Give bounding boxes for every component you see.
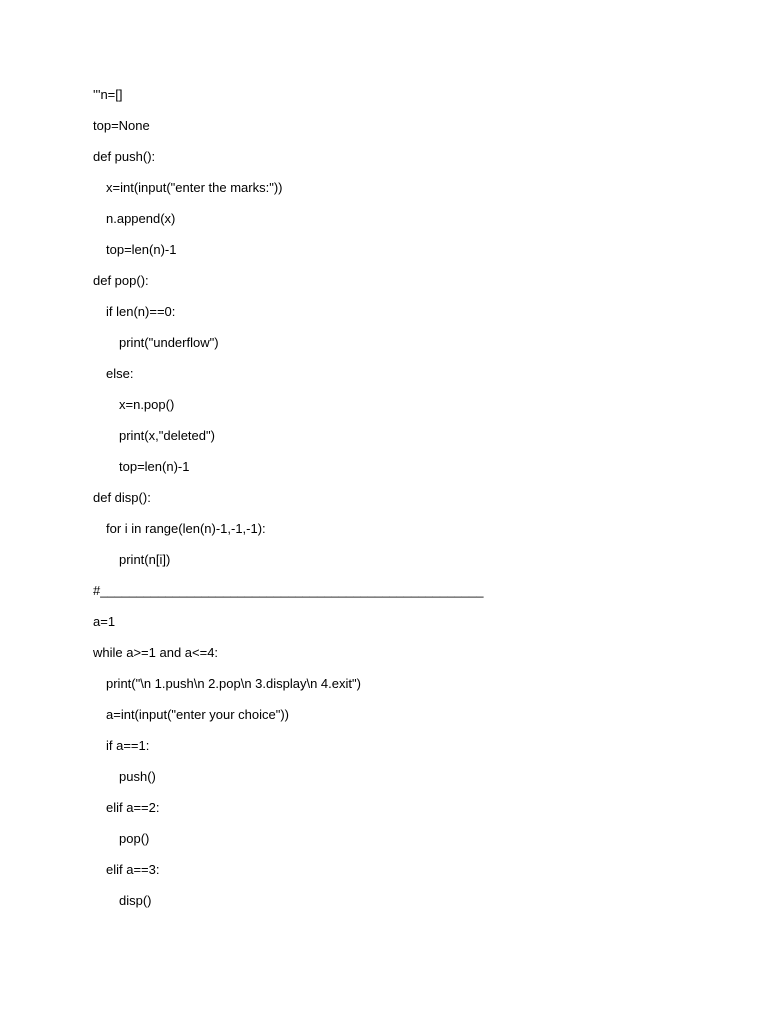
code-line: while a>=1 and a<=4:: [93, 645, 219, 660]
code-line: x=n.pop(): [119, 397, 175, 412]
code-line: print("underflow"): [119, 335, 219, 350]
code-line: if len(n)==0:: [106, 304, 176, 319]
code-line: #_____________________________________________________: [93, 583, 484, 598]
code-line: x=int(input("enter the marks:")): [106, 180, 283, 195]
code-line: def push():: [93, 149, 156, 164]
code-line: a=int(input("enter your choice")): [106, 707, 290, 722]
code-line: def pop():: [93, 273, 149, 288]
code-line: push(): [119, 769, 156, 784]
code-line: if a==1:: [106, 738, 150, 753]
code-line: n.append(x): [106, 211, 176, 226]
code-line: print(n[i]): [119, 552, 171, 567]
code-line: elif a==3:: [106, 862, 160, 877]
code-text-body: [93, 86, 708, 923]
code-line: print(x,"deleted"): [119, 428, 215, 443]
code-line: a=1: [93, 614, 116, 629]
code-line: else:: [106, 366, 134, 381]
code-line: '''n=[]: [93, 87, 123, 102]
code-line: for i in range(len(n)-1,-1,-1):: [106, 521, 266, 536]
code-line: disp(): [119, 893, 152, 908]
code-line: pop(): [119, 831, 150, 846]
code-line: top=len(n)-1: [106, 242, 177, 257]
code-line: top=len(n)-1: [119, 459, 190, 474]
code-line: top=None: [93, 118, 150, 133]
code-line: print("\n 1.push\n 2.pop\n 3.display\n 4.exit"): [106, 676, 361, 691]
code-line: def disp():: [93, 490, 151, 505]
code-line: elif a==2:: [106, 800, 160, 815]
